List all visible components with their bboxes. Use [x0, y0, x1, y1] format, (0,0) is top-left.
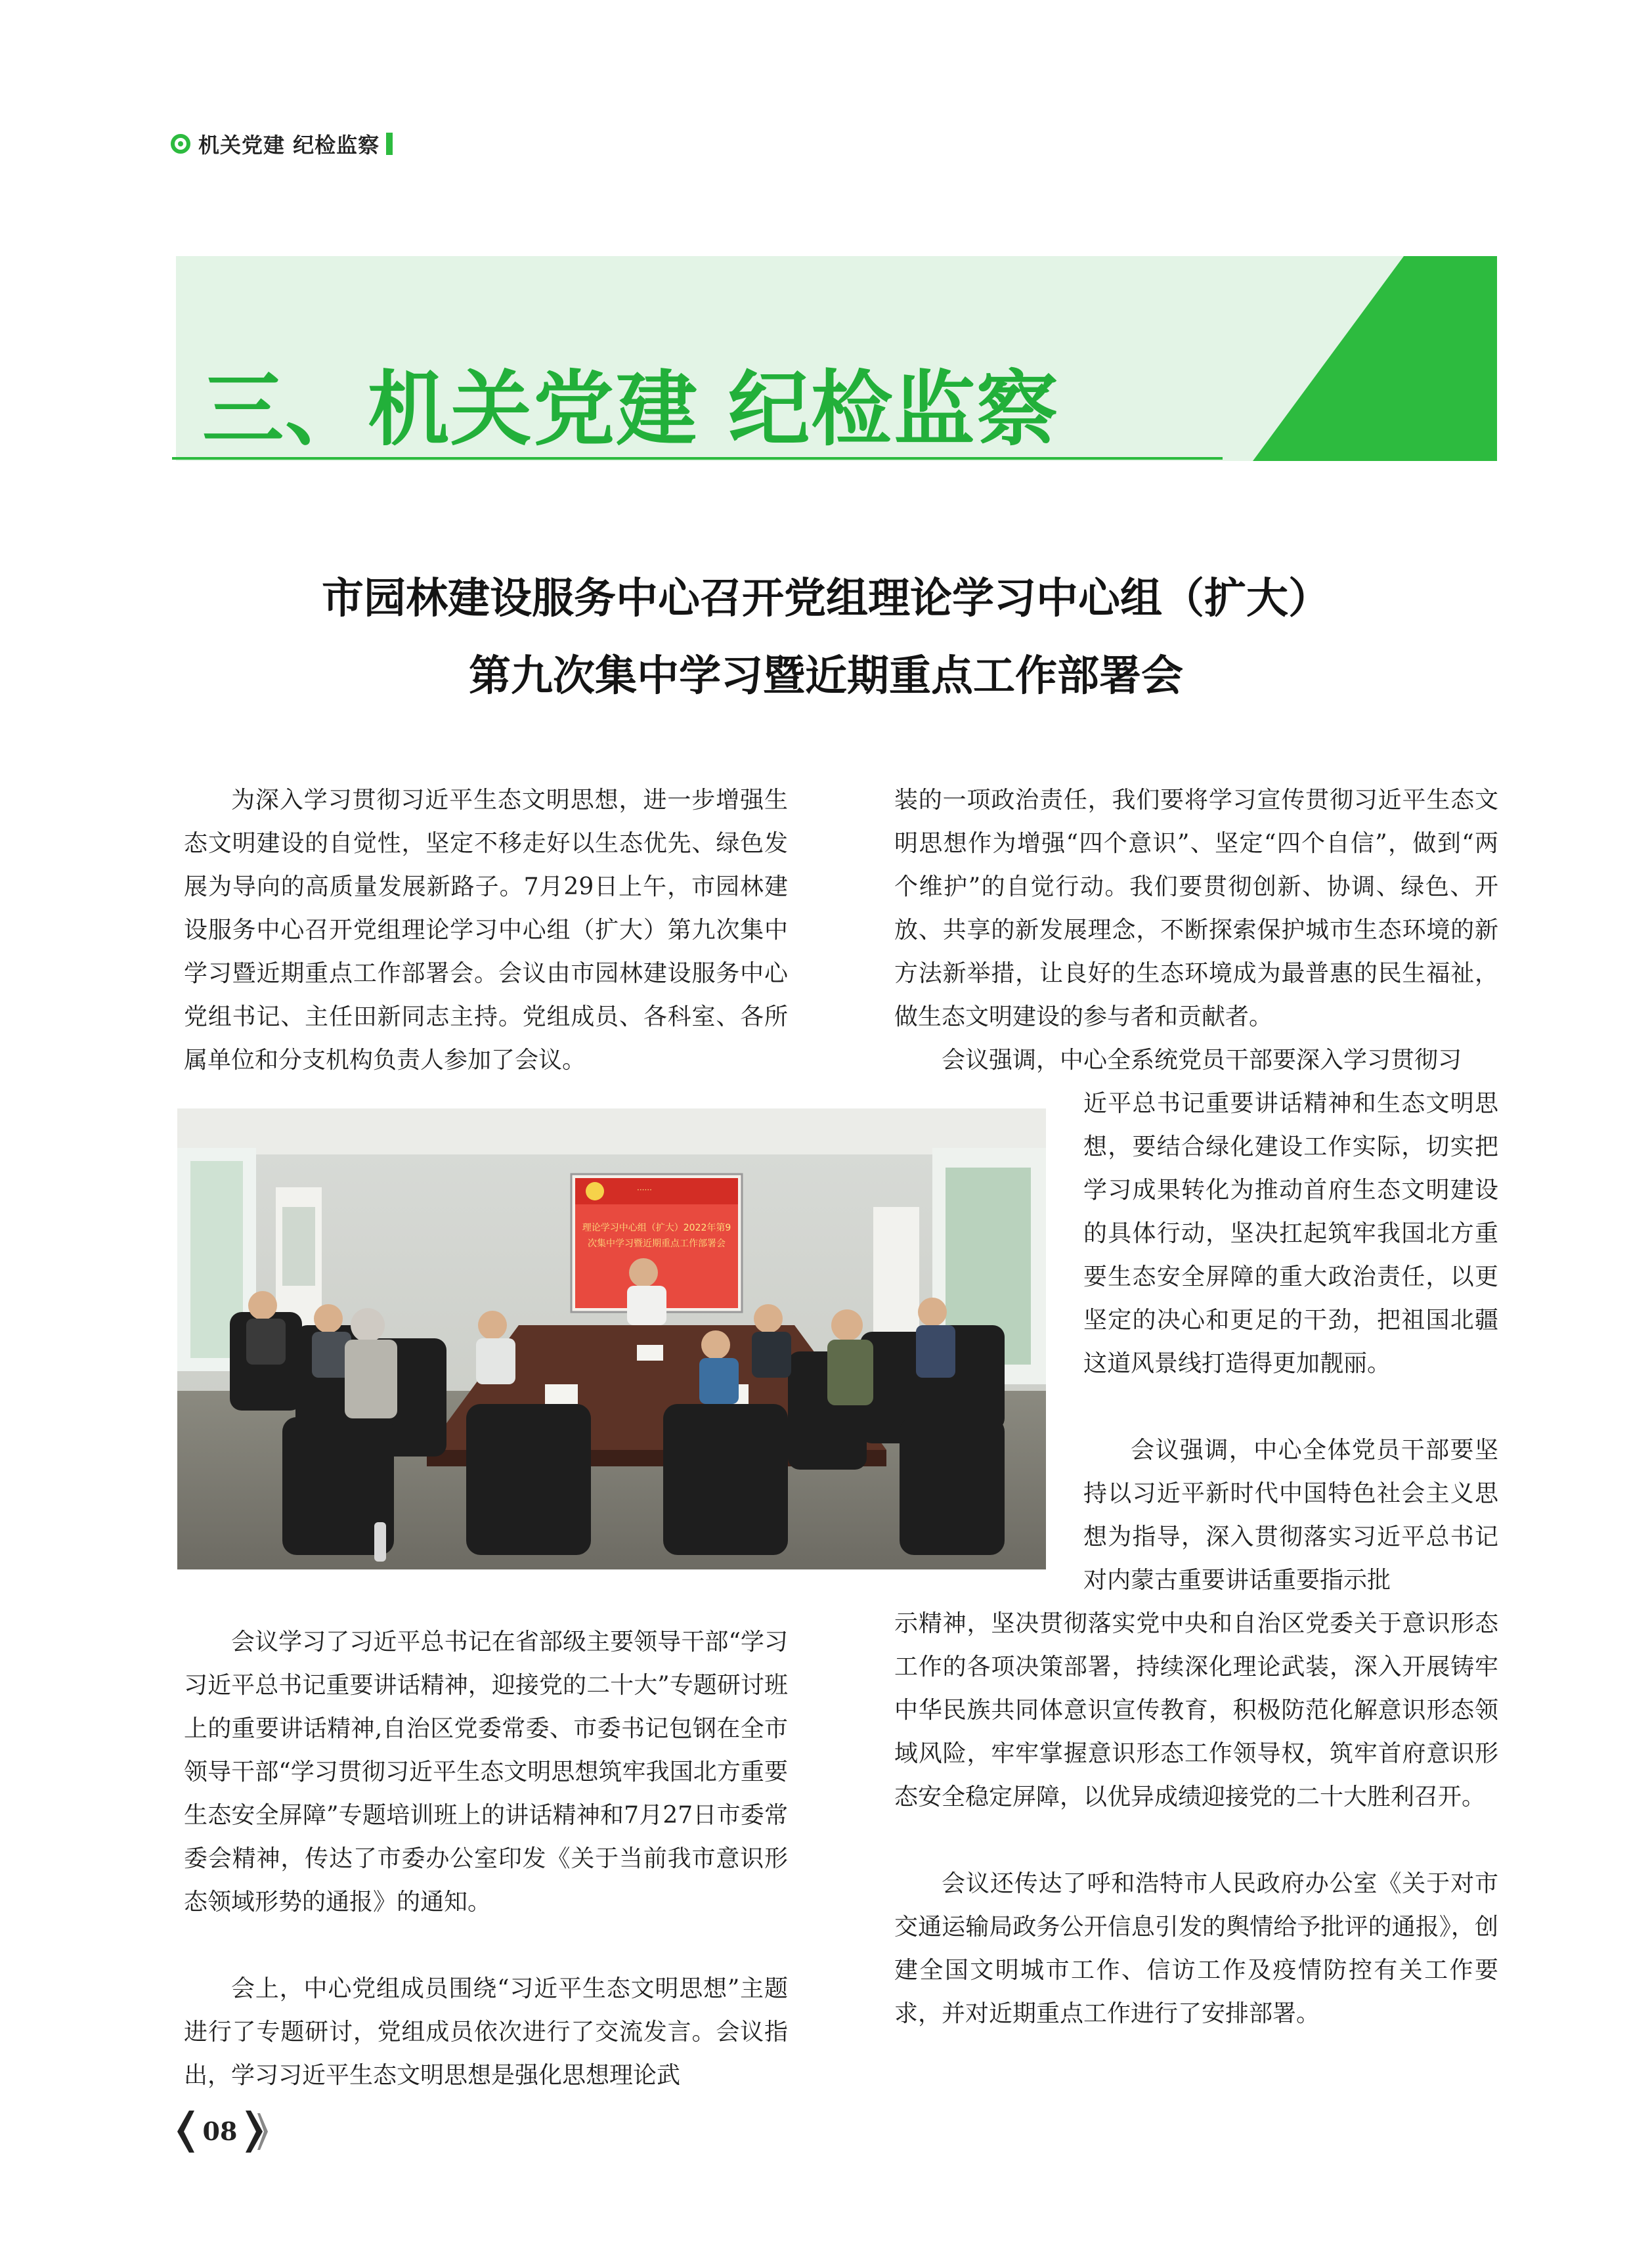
meeting-photo	[177, 1108, 1046, 1569]
paragraph-emphasis-1-part-1: 会议强调，中心全系统党员干部要深入学习贯彻习	[942, 1047, 1462, 1074]
article-title-line-2: 第九次集中学习暨近期重点工作部署会	[469, 652, 1183, 701]
section-banner-title: 三、机关党建 纪检监察	[202, 362, 1060, 457]
paragraph-intro: 为深入学习贯彻习近平生态文明思想，进一步增强生态文明建设的自觉性，坚定不移走好以生态优先、绿色发展为导向的高质量发展新路子。7月29日上午，市园林建设服务中心召开党组理论学习中心组（扩大）第九次集中学习暨近期重点工作部署会。会议由市园林建设服务中心党组书记、主任田新同志主持。党组成员、各科室、各所属单位和分支机构负责人参加了会议。	[184, 787, 788, 1074]
article-title-line-1: 市园林建设服务中心召开党组理论学习中心组（扩大）	[322, 575, 1330, 623]
paragraph-discussion-part-1: 会上，中心党组成员围绕“习近平生态文明思想”主题进行了专题研讨，党组成员依次进行了交流发言。会议指出，学习习近平生态文明思想是强化思想理论武	[184, 1975, 788, 2089]
header-section-label: 机关党建 纪检监察	[198, 133, 380, 158]
paragraph-discussion-part-2: 装的一项政治责任，我们要将学习宣传贯彻习近平生态文明思想作为增强“四个意识”、坚定“四个自信”，做到“两个维护”的自觉行动。我们要贯彻创新、协调、绿色、开放、共享的新发展理念，不断探索保护城市生态环境的新方法新举措，让良好的生态环境成为最普惠的民生福祉，做生态文明建设的参与者和贡献者。	[894, 787, 1498, 1030]
paragraph-emphasis-1-part-2: 近平总书记重要讲话精神和生态文明思想，要结合绿化建设工作实际，切实把学习成果转化为推动首府生态文明建设的具体行动，坚决扛起筑牢我国北方重要生态安全屏障的重大政治责任，以更坚定的决心和更足的干劲，把祖国北疆这道风景线打造得更加靓丽。	[1083, 1090, 1498, 1377]
paragraph-study: 会议学习了习近平总书记在省部级主要领导干部“学习习近平总书记重要讲话精神，迎接党的二十大”专题研讨班上的重要讲话精神,自治区党委常委、市委书记包钢在全市领导干部“学习贯彻习近平生态文明思想筑牢我国北方重要生态安全屏障”专题培训班上的讲话精神和7月27日市委常委会精神，传达了市委办公室印发《关于当前我市意识形态领域形势的通报》的通知。	[184, 1629, 788, 1916]
header-bar-marker	[386, 133, 393, 155]
page-number: 08	[202, 2116, 238, 2146]
paragraph-notice: 会议还传达了呼和浩特市人民政府办公室《关于对市交通运输局政务公开信息引发的舆情给予批评的通报》，创建全国文明城市工作、信访工作及疫情防控有关工作要求，并对近期重点工作进行了安排部署。	[894, 1870, 1498, 2027]
paragraph-emphasis-2-part-2: 示精神，坚决贯彻落实党中央和自治区党委关于意识形态工作的各项决策部署，持续深化理论武装，深入开展铸牢中华民族共同体意识宣传教育，积极防范化解意识形态领域风险，牢牢掌握意识形态工作领导权，筑牢首府意识形态安全稳定屏障，以优异成绩迎接党的二十大胜利召开。	[894, 1610, 1498, 1810]
screen-text-line-2: 次集中学习暨近期重点工作部署会	[588, 1238, 726, 1249]
paragraph-emphasis-2-part-1: 会议强调，中心全体党员干部要坚持以习近平新时代中国特色社会主义思想为指导，深入贯彻落实习近平总书记对内蒙古重要讲话重要指示批	[1083, 1437, 1498, 1594]
running-header	[171, 129, 393, 159]
svg-text:······: ······	[637, 1185, 652, 1194]
screen-text-line-1: 理论学习中心组（扩大）2022年第9	[582, 1223, 731, 1233]
target-circle-icon	[171, 134, 190, 154]
